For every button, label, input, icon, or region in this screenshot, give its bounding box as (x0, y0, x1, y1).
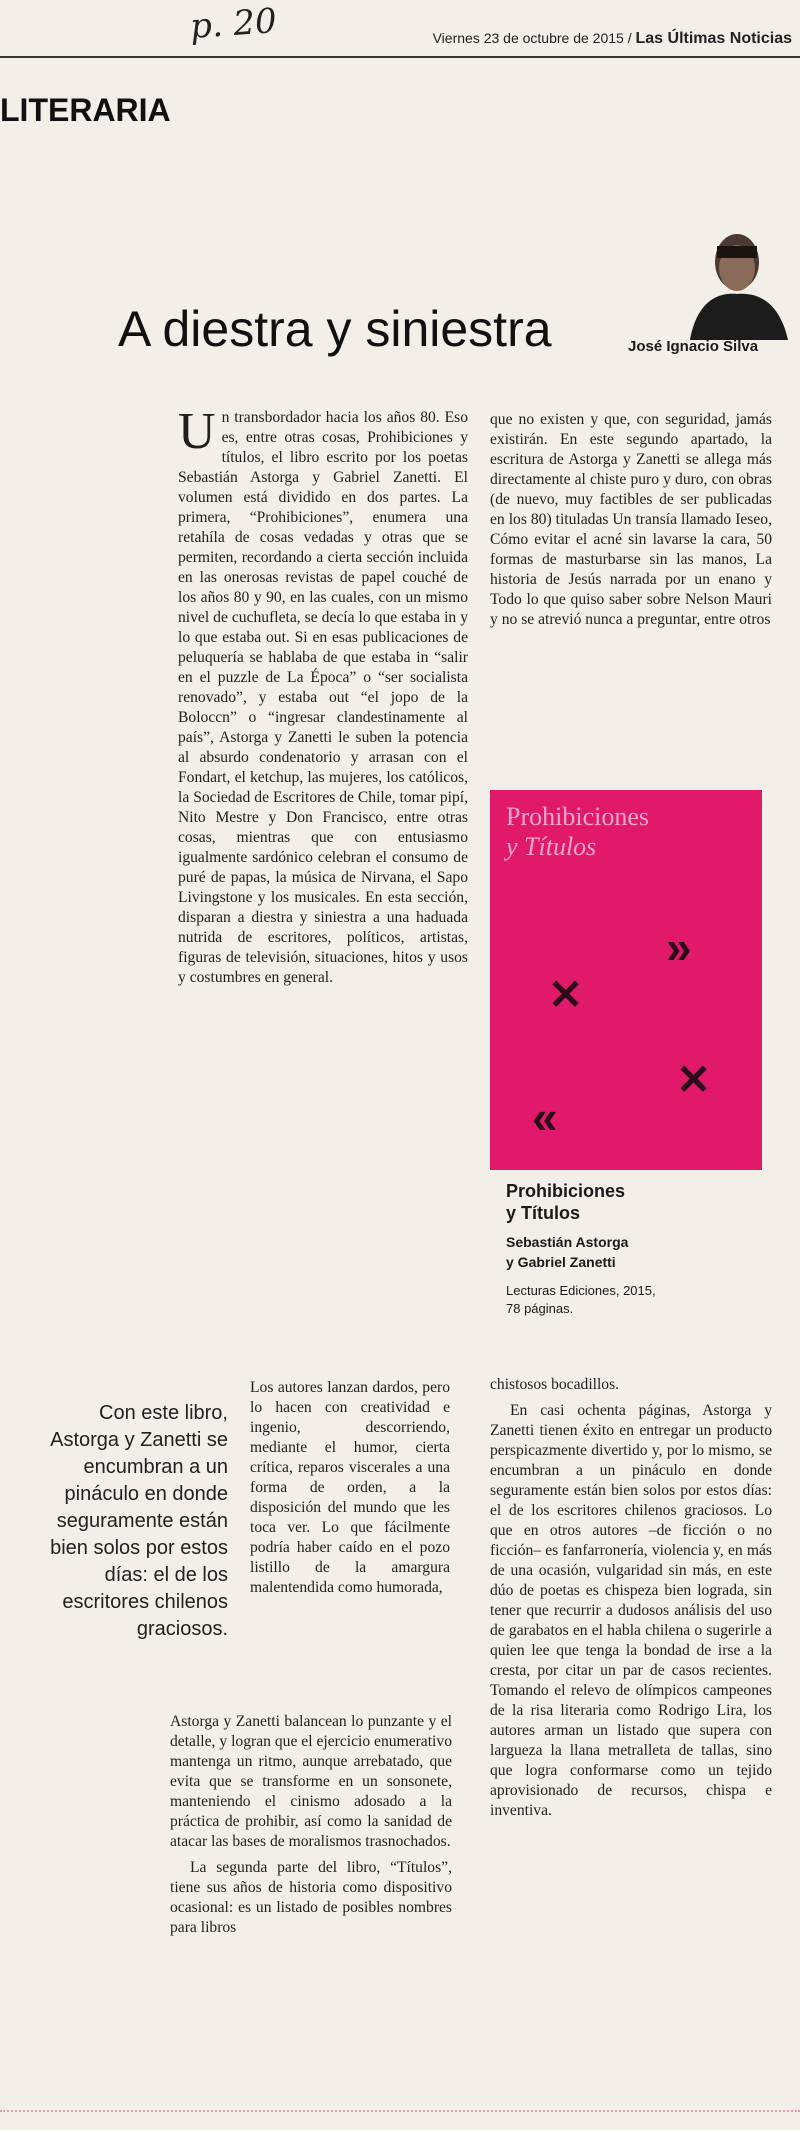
book-cover-title-line-2: y Títulos (506, 832, 597, 861)
article-paragraph: chistosos bocadillos. (490, 1376, 620, 1393)
book-caption-author-1: Sebastián Astorga (506, 1234, 629, 1250)
article-paragraph: Los autores lanzan dardos, pero lo hacen con creatividad e ingenio, descorriendo, mediante el humor, cierta crítica, reparos viscerales a una forma de orden, a la disposición del mundo que les toca ver. Lo que fácilmente podría haber caído en el pozo listillo de la amargura malentendida como humorada, (250, 1379, 450, 1596)
double-chevron-left-icon: « (532, 1091, 558, 1143)
top-rule (0, 56, 800, 58)
section-label: LITERARIA (0, 92, 171, 128)
article-column-1b (250, 1378, 450, 1598)
book-caption-publisher-line: Lecturas Ediciones, 2015, (506, 1283, 656, 1298)
book-caption-author-2: y Gabriel Zanetti (506, 1254, 616, 1270)
dateline (433, 30, 792, 48)
article-paragraph: Astorga y Zanetti balancean lo punzante y el detalle, y logran que el ejercicio enumerativo mantenga un ritmo, aunque arrebatado, que evita que se transforme en un sonsonete, manteniendo el cinismo adosado a la práctica de prohibir, así como la sanidad de atacar las bases de moralismos trasnochados. (170, 1713, 452, 1850)
book-caption-title-line-2: y Títulos (506, 1203, 581, 1223)
pull-quote: Con este libro, Astorga y Zanetti se encumbran a un pináculo en donde seguramente están bien solos por estos días: el de los escritores chilenos graciosos. (50, 1402, 228, 1640)
cross-icon: ✕ (548, 971, 584, 1018)
article-paragraph: En casi ochenta páginas, Astorga y Zanetti tienen éxito en entregar un producto perspicazmente divertido y, por lo mismo, se encumbran a un pináculo en donde seguramente están bien solos por estos días: el de los escritores chilenos graciosos. Lo que en otros autores –de ficción o no ficción– es fanfarronería, violencia y, en más de una ocasión, vulgaridad sin más, en este dúo de poetas es chispeza bien lograda, sin tener que recurrir a dudosos análisis del uso de garabatos en el habla chilena o sugerirle a quien lee que tenga la bondad de irse a la cresta, por citar un par de casos recientes. Tomando el relevo de olímpicos campeones de la risa literaria como Rodrigo Lira, los autores arman un listado que supera con largueza la llana metralleta de tallas, sino que logra conformarse como un tejido aprovisionado de recursos, chispa e inventiva. (490, 1402, 772, 1819)
bottom-rule (0, 2110, 800, 2112)
author-byline: José Ignacio Silva (628, 338, 759, 355)
article-column-1 (178, 403, 468, 988)
article-paragraph: que no existen y que, con seguridad, jamás existirán. En este segundo apartado, la escritura de Astorga y Zanetti se allega más directamente al chiste puro y duro, con obras (de nuevo, muy factibles de ser publicadas en los 80) tituladas Un transía llamado Ieseo, Cómo evitar el acné sin lavarse la cara, 50 formas de masturbarse sin las manos, La historia de Jesús narrada por un enano y Todo lo que quiso saber sobre Nelson Mauri y no se atrevió nunca a preguntar, entre otros (490, 411, 772, 628)
article-paragraph: La segunda parte del libro, “Títulos”, tiene sus años de historia como dispositivo ocasional: es un listado de posibles nombres para libros (170, 1859, 452, 1936)
newspaper-name: Las Últimas Noticias (635, 30, 792, 47)
book-cover-title-line-1: Prohibiciones (506, 802, 649, 831)
article-column-3 (490, 1375, 772, 1821)
book-caption-title (506, 1180, 625, 1224)
book-caption-pages: 78 páginas. (506, 1301, 574, 1316)
headline: A diestra y siniestra (118, 301, 552, 357)
drop-cap: U (178, 403, 216, 460)
cross-icon: ✕ (676, 1056, 712, 1103)
book-cover (490, 790, 762, 1170)
article-column-2 (490, 410, 772, 630)
book-caption-authors (506, 1232, 628, 1272)
handwritten-page-note: p. 20 (188, 1, 278, 47)
author-photo (682, 210, 792, 340)
dateline-separator: / (627, 30, 632, 46)
book-caption-title-line-1: Prohibiciones (506, 1181, 626, 1201)
book-caption-publisher (506, 1282, 706, 1318)
dateline-date: Viernes 23 de octubre de 2015 (432, 30, 624, 46)
article-column-1c (170, 1712, 452, 1938)
book-cover-title (506, 802, 649, 862)
double-chevron-right-icon: » (666, 921, 692, 973)
article-paragraph: n transbordador hacia los años 80. Eso es, entre otras cosas, Prohibiciones y títulos, el libro escrito por los poetas Sebastián Astorga y Gabriel Zanetti. El volumen está dividido en dos partes. La primera, “Prohibiciones”, enumera una retahíla de cosas vedadas y otras que se permiten, recordando a cierta sección incluida en las onerosas revistas de papel couché de los años 80 y 90, en las cuales, con un mismo nivel de cuchufleta, se decía lo que estaba in y lo que estaba out. Si en esas publicaciones de peluquería se hablaba de que estaba in “salir en el puzzle de La Época” o “ser socialista renovado”, y estaba out “el jopo de la Boloccn” o “ingresar clandestinamente al país”, Astorga y Zanetti le suben la potencia al absurdo condenatorio y arrasan con el Fondart, el ketchup, las mujeres, los católicos, la Sociedad de Escritores de Chile, tomar pipí, Nito Mestre y Don Francisco, entre otras cosas, mientras que con entusiasmo igualmente sardónico celebran el consumo de puré de papas, la música de Nirvana, el Sapo Livingstone y los musicales. En esta sección, disparan a diestra y siniestra a una haduada nutrida de escritores, políticos, artistas, figuras de televisión, situaciones, hitos y usos y costumbres en general. (178, 409, 468, 986)
